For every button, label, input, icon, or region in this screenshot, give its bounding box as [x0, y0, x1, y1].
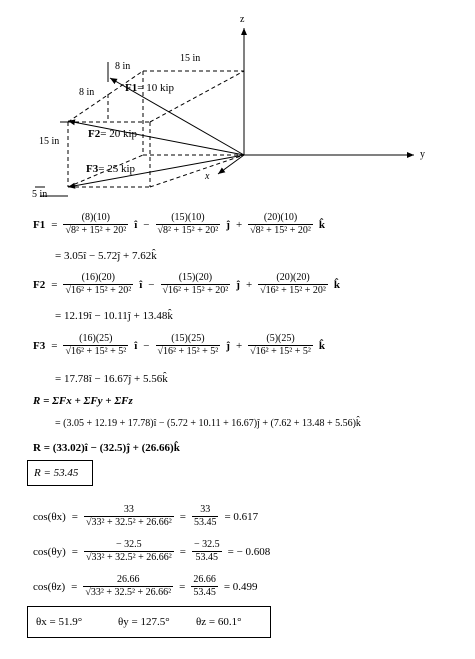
- f1-label: F1= 10 kip: [125, 82, 174, 94]
- cos-z-equation: cos(θz) = $\frac{26.66}{\text{√33² + 32.5² + 26.66²}}$ = $\frac{26.66}{53.45}$ = 0.499: [33, 574, 258, 598]
- f2-label: F2= 20 kip: [88, 128, 137, 140]
- theta-z: θz = 60.1°: [196, 616, 242, 628]
- angles-answer-box: [27, 606, 271, 638]
- dim-8in-top: 8 in: [115, 61, 131, 72]
- r-magnitude: R = 53.45: [34, 467, 79, 479]
- dim-15in-left: 15 in: [39, 136, 60, 147]
- f2-result: = 12.19î − 10.11ĵ + 13.48k̂: [55, 310, 173, 322]
- cos-y-equation: cos(θy) = $\frac{- 32.5}{\text{√33² + 32.5² + 26.66²}}$ = $\frac{- 32.5}{53.45}$ = − 0.608: [33, 539, 271, 563]
- r-vector: R = (33.02)î − (32.5)ĵ + (26.66)k̂: [33, 442, 180, 454]
- dim-15in-top: 15 in: [180, 53, 201, 64]
- axis-x-label: x: [205, 171, 210, 182]
- theta-x: θx = 51.9°: [36, 616, 83, 628]
- dim-8in-left: 8 in: [79, 87, 95, 98]
- theta-y: θy = 127.5°: [118, 616, 170, 628]
- f3-result: = 17.78î − 16.67ĵ + 5.56k̂: [55, 373, 168, 385]
- f3-equation: F3 = $\frac{(16)(25)}{\text{√16² + 15² + 5²}}$ î − $\frac{(15)(25)}{\text{√16² + 15² + 5²}}$ ĵ + $\frac{(5)(25)}{\text{√16² + 15² + 5²}}$ k̂: [33, 333, 326, 357]
- f1-equation: F1 = $\frac{(8)(10)}{\text{√8² + 15² + 20²}}$ î − $\frac{(15)(10)}{\text{√8² + 15² + 20²}}$ ĵ + $\frac{(20)(10)}{\text{√8² + 15² + 20²}}$ k̂: [33, 212, 326, 236]
- dim-5in: 5 in: [32, 189, 48, 200]
- f2-equation: F2 = $\frac{(16)(20)}{\text{√16² + 15² + 20²}}$ î − $\frac{(15)(20)}{\text{√16² + 15² + 20²}}$ ĵ + $\frac{(20)(20)}{\text{√16² + 15² + 20²}}$ k̂: [33, 272, 341, 296]
- axis-y-label: y: [420, 149, 425, 160]
- cos-x-equation: cos(θx) = $\frac{33}{\text{√33² + 32.5² + 26.66²}}$ = $\frac{33}{53.45}$ = 0.617: [33, 504, 259, 528]
- axis-z-label: z: [240, 14, 245, 25]
- force-diagram: [0, 0, 475, 210]
- f3-label: F3= 25 kip: [86, 163, 135, 175]
- r-magnitude-box: [27, 460, 93, 486]
- f1-result: = 3.05î − 5.72ĵ + 7.62k̂: [55, 250, 157, 262]
- r-definition: R = ΣFx + ΣFy + ΣFz: [33, 395, 133, 407]
- r-expansion: = (3.05 + 12.19 + 17.78)î − (5.72 + 10.11 + 16.67)ĵ + (7.62 + 13.48 + 5.56)k̂: [55, 418, 361, 429]
